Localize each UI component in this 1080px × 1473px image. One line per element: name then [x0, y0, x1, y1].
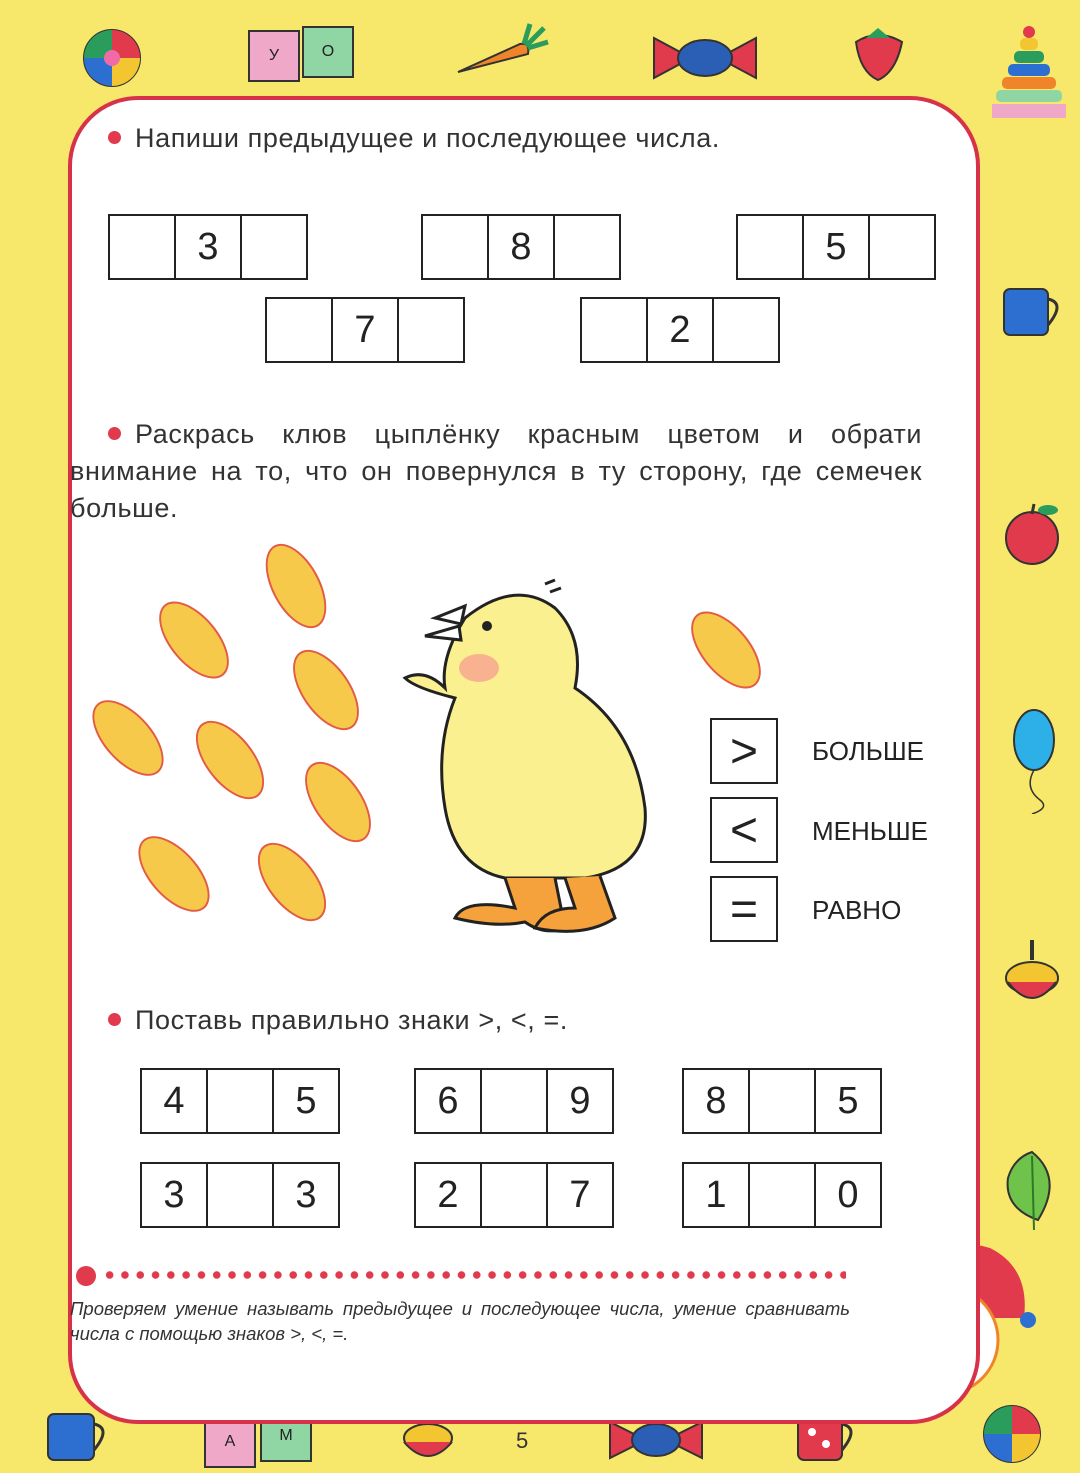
teacher-note: Проверяем умение называть предыдущее и последующее числа, умение сравнивать числа с помощью знаков >, <, =. — [70, 1298, 850, 1344]
divider-dots — [102, 1271, 846, 1279]
answer-box-previous[interactable] — [423, 216, 489, 278]
spinning-top-icon — [1002, 940, 1062, 1014]
bullet-icon — [108, 1013, 121, 1026]
task3-instruction — [108, 1002, 568, 1039]
apple-icon — [996, 502, 1068, 566]
mug-icon — [44, 1410, 116, 1466]
less-sign-box: < — [710, 797, 778, 863]
bullet-icon — [108, 427, 121, 440]
equal-label: РАВНО — [812, 895, 902, 925]
number-strip — [736, 214, 936, 280]
candy-icon — [650, 30, 760, 86]
number-strip — [108, 214, 308, 280]
left-number: 4 — [142, 1070, 208, 1132]
task2-instruction — [70, 416, 922, 527]
right-number: 7 — [569, 1173, 591, 1216]
answer-box-previous[interactable] — [738, 216, 804, 278]
given-number: 7 — [333, 299, 399, 361]
block-letter-o: О — [321, 43, 335, 60]
comparison-strip — [140, 1068, 340, 1134]
pyramid-toy-icon — [990, 24, 1068, 124]
divider-dot-icon — [76, 1266, 96, 1286]
block-icon — [302, 26, 354, 78]
sign-answer-box[interactable] — [482, 1164, 548, 1226]
task2-text: Раскрась клюв цыплёнку красным цветом и обрати внимание на то, что он повернулся в ту сторону, где семечек больше. — [70, 419, 922, 523]
answer-box-next[interactable] — [714, 299, 778, 361]
left-number: 2 — [416, 1164, 482, 1226]
answer-box-previous[interactable] — [110, 216, 176, 278]
balloon-icon — [1010, 708, 1060, 814]
page-number: 5 — [516, 1428, 529, 1453]
number-strip — [580, 297, 780, 363]
less-label: МЕНЬШЕ — [812, 816, 929, 846]
comparison-strip — [414, 1068, 614, 1134]
comparison-strip — [140, 1162, 340, 1228]
given-number: 2 — [648, 299, 714, 361]
left-number: 6 — [416, 1070, 482, 1132]
ball-icon — [980, 1402, 1044, 1466]
equal-sign-box: = — [710, 876, 778, 942]
block-icon — [248, 30, 300, 82]
beak — [435, 606, 465, 624]
left-number: 1 — [684, 1164, 750, 1226]
answer-box-next[interactable] — [242, 216, 306, 278]
mug-icon — [1000, 285, 1070, 341]
right-number: 0 — [837, 1173, 859, 1216]
greater-label: БОЛЬШЕ — [812, 736, 924, 766]
task3-text: Поставь правильно знаки >, <, =. — [135, 1005, 568, 1035]
task1-instruction — [108, 120, 720, 157]
block-letter-u: У — [268, 47, 280, 64]
answer-box-previous[interactable] — [582, 299, 648, 361]
number-strip — [265, 297, 465, 363]
task1-text: Напиши предыдущее и последующее числа. — [135, 123, 720, 153]
dotted-divider — [76, 1268, 846, 1282]
ball-icon — [80, 26, 144, 90]
left-number: 8 — [684, 1070, 750, 1132]
right-number: 9 — [569, 1079, 591, 1122]
given-number: 5 — [804, 216, 870, 278]
answer-box-next[interactable] — [555, 216, 619, 278]
comparison-strip — [682, 1162, 882, 1228]
given-number: 8 — [489, 216, 555, 278]
sign-answer-box[interactable] — [482, 1070, 548, 1132]
greater-sign-box: > — [710, 718, 778, 784]
right-number: 5 — [295, 1079, 317, 1122]
letter-blocks-icon — [248, 26, 356, 82]
candy-icon — [606, 1418, 706, 1462]
sign-answer-box[interactable] — [208, 1070, 274, 1132]
leaf-icon — [998, 1148, 1066, 1232]
right-number: 3 — [295, 1173, 317, 1216]
comparison-strip — [414, 1162, 614, 1228]
number-strip — [421, 214, 621, 280]
given-number: 3 — [176, 216, 242, 278]
carrot-icon — [450, 20, 550, 80]
chick-illustration — [395, 578, 675, 938]
answer-box-next[interactable] — [399, 299, 463, 361]
bullet-icon — [108, 131, 121, 144]
left-number: 3 — [142, 1164, 208, 1226]
answer-box-next[interactable] — [870, 216, 934, 278]
answer-box-previous[interactable] — [267, 299, 333, 361]
block-letter-a: А — [224, 1433, 236, 1450]
sign-answer-box[interactable] — [750, 1070, 816, 1132]
block-letter-m: М — [279, 1427, 293, 1444]
right-number: 5 — [837, 1079, 859, 1122]
sign-answer-box[interactable] — [750, 1164, 816, 1226]
comparison-strip — [682, 1068, 882, 1134]
sign-answer-box[interactable] — [208, 1164, 274, 1226]
strawberry-icon — [846, 24, 910, 84]
